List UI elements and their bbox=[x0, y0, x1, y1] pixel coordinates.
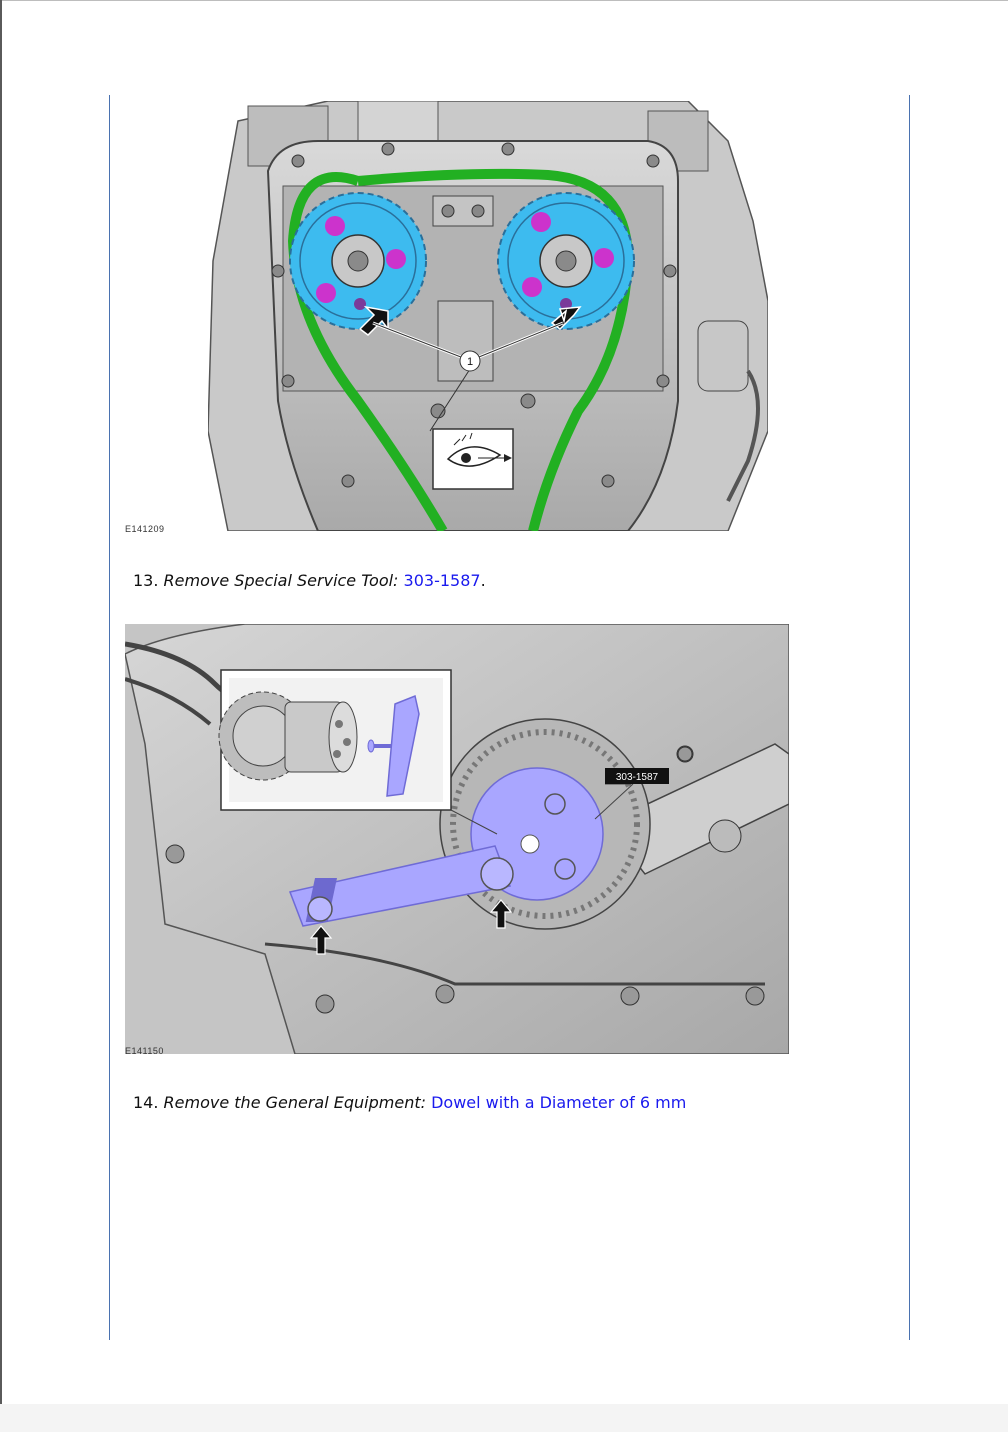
callout-1 bbox=[460, 351, 480, 371]
camshaft-sprocket-left bbox=[290, 193, 426, 329]
column-rule-left bbox=[109, 95, 110, 1340]
eye-icon bbox=[433, 429, 513, 489]
equipment-link-dowel[interactable]: Dowel with a Diameter of 6 mm bbox=[431, 1093, 687, 1112]
callout-number: 1 bbox=[466, 356, 474, 368]
page-border-top bbox=[0, 0, 1008, 1]
figure-id-label: E141150 bbox=[125, 1046, 164, 1056]
page-border-left bbox=[0, 0, 2, 1432]
column-rule-right bbox=[909, 95, 910, 1340]
tool-callout-label bbox=[605, 768, 669, 784]
figure-id-label: E141209 bbox=[125, 524, 165, 534]
figure-special-tool bbox=[125, 624, 789, 1054]
step-14 bbox=[133, 1093, 686, 1112]
tool-label-text: 303-1587 bbox=[615, 772, 659, 783]
step-13 bbox=[133, 571, 486, 590]
timing-chain-illustration bbox=[208, 101, 768, 531]
inset-detail bbox=[219, 670, 451, 810]
special-tool-illustration bbox=[125, 624, 789, 1054]
tool-link-303-1587[interactable]: 303-1587 bbox=[403, 571, 481, 590]
step-text: Remove Special Service Tool: bbox=[163, 571, 399, 590]
step-number: 14. bbox=[133, 1093, 159, 1112]
step-text: Remove the General Equipment: bbox=[163, 1093, 427, 1112]
step-suffix: . bbox=[480, 571, 486, 590]
page-bottom-band bbox=[0, 1404, 1008, 1432]
step-number: 13. bbox=[133, 571, 159, 590]
figure-timing-chain bbox=[208, 101, 768, 531]
